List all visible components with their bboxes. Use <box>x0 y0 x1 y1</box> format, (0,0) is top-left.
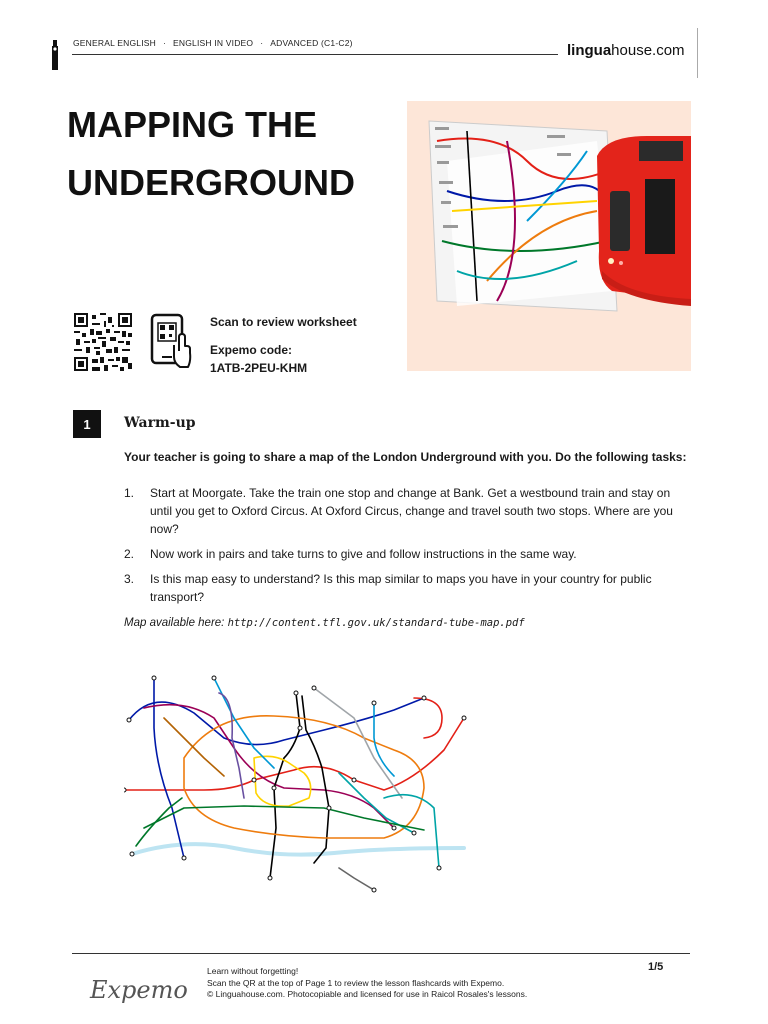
section-instructions: Your teacher is going to share a map of the London Underground with you. Do the following tasks: <box>124 450 687 464</box>
footer-line: Scan the QR at the top of Page 1 to review the lesson flashcards with Expemo. <box>207 977 505 988</box>
section-number: 1 <box>73 410 101 438</box>
phone-scan-icon <box>150 313 192 371</box>
breadcrumb-item: ADVANCED (C1-C2) <box>270 38 353 48</box>
list-item: 3. Is this map easy to understand? Is this map similar to maps you have in your country for public transport? <box>124 572 652 604</box>
expemo-code: 1ATB-2PEU-KHM <box>210 361 308 375</box>
section-title: Warm-up <box>124 415 196 431</box>
breadcrumb-item: GENERAL ENGLISH <box>73 38 156 48</box>
title-line: MAPPING THE <box>67 104 318 145</box>
list-item: 1. Start at Moorgate. Take the train one stop and change at Bank. Get a westbound train and stay on until you get to Oxford Circus. At Oxford Circus, change and travel south two stops. Where are you now? <box>124 486 673 536</box>
breadcrumb-item: ENGLISH IN VIDEO <box>173 38 254 48</box>
page-title <box>67 96 397 212</box>
footer-text <box>207 966 527 1001</box>
tube-map-diagram <box>124 658 472 898</box>
scan-label: Scan to review worksheet <box>210 315 357 329</box>
header-vertical-divider <box>697 28 698 78</box>
hero-image <box>407 101 691 371</box>
breadcrumb: GENERAL ENGLISH · ENGLISH IN VIDEO · ADVANCED (C1-C2) <box>73 38 353 48</box>
header-divider <box>72 54 558 55</box>
map-url-link[interactable]: http://content.tfl.gov.uk/standard-tube-map.pdf <box>227 617 525 629</box>
page-number: 1/5 <box>648 961 664 973</box>
list-item: 2. Now work in pairs and take turns to give and follow instructions in the same way. <box>124 547 577 561</box>
footer-divider <box>72 953 690 954</box>
svg-text:Expemo: Expemo <box>90 976 188 1004</box>
qr-code[interactable] <box>73 313 133 371</box>
task-list <box>124 484 692 613</box>
footer-line: © Linguahouse.com. Photocopiable and licensed for use in Raicol Rosales's lessons. <box>207 989 528 999</box>
expemo-code-label: Expemo code: <box>210 343 293 357</box>
footer-line: Learn without forgetting! <box>207 966 299 976</box>
map-source <box>124 617 525 629</box>
big-ben-icon <box>50 40 60 70</box>
title-line: UNDERGROUND <box>67 162 355 203</box>
expemo-logo[interactable] <box>88 966 188 1010</box>
tube-map-train-illustration <box>407 101 691 371</box>
scan-info <box>210 313 357 387</box>
brand-logo[interactable]: linguahouse.com <box>567 42 685 59</box>
map-source-label: Map available here: <box>124 617 225 629</box>
